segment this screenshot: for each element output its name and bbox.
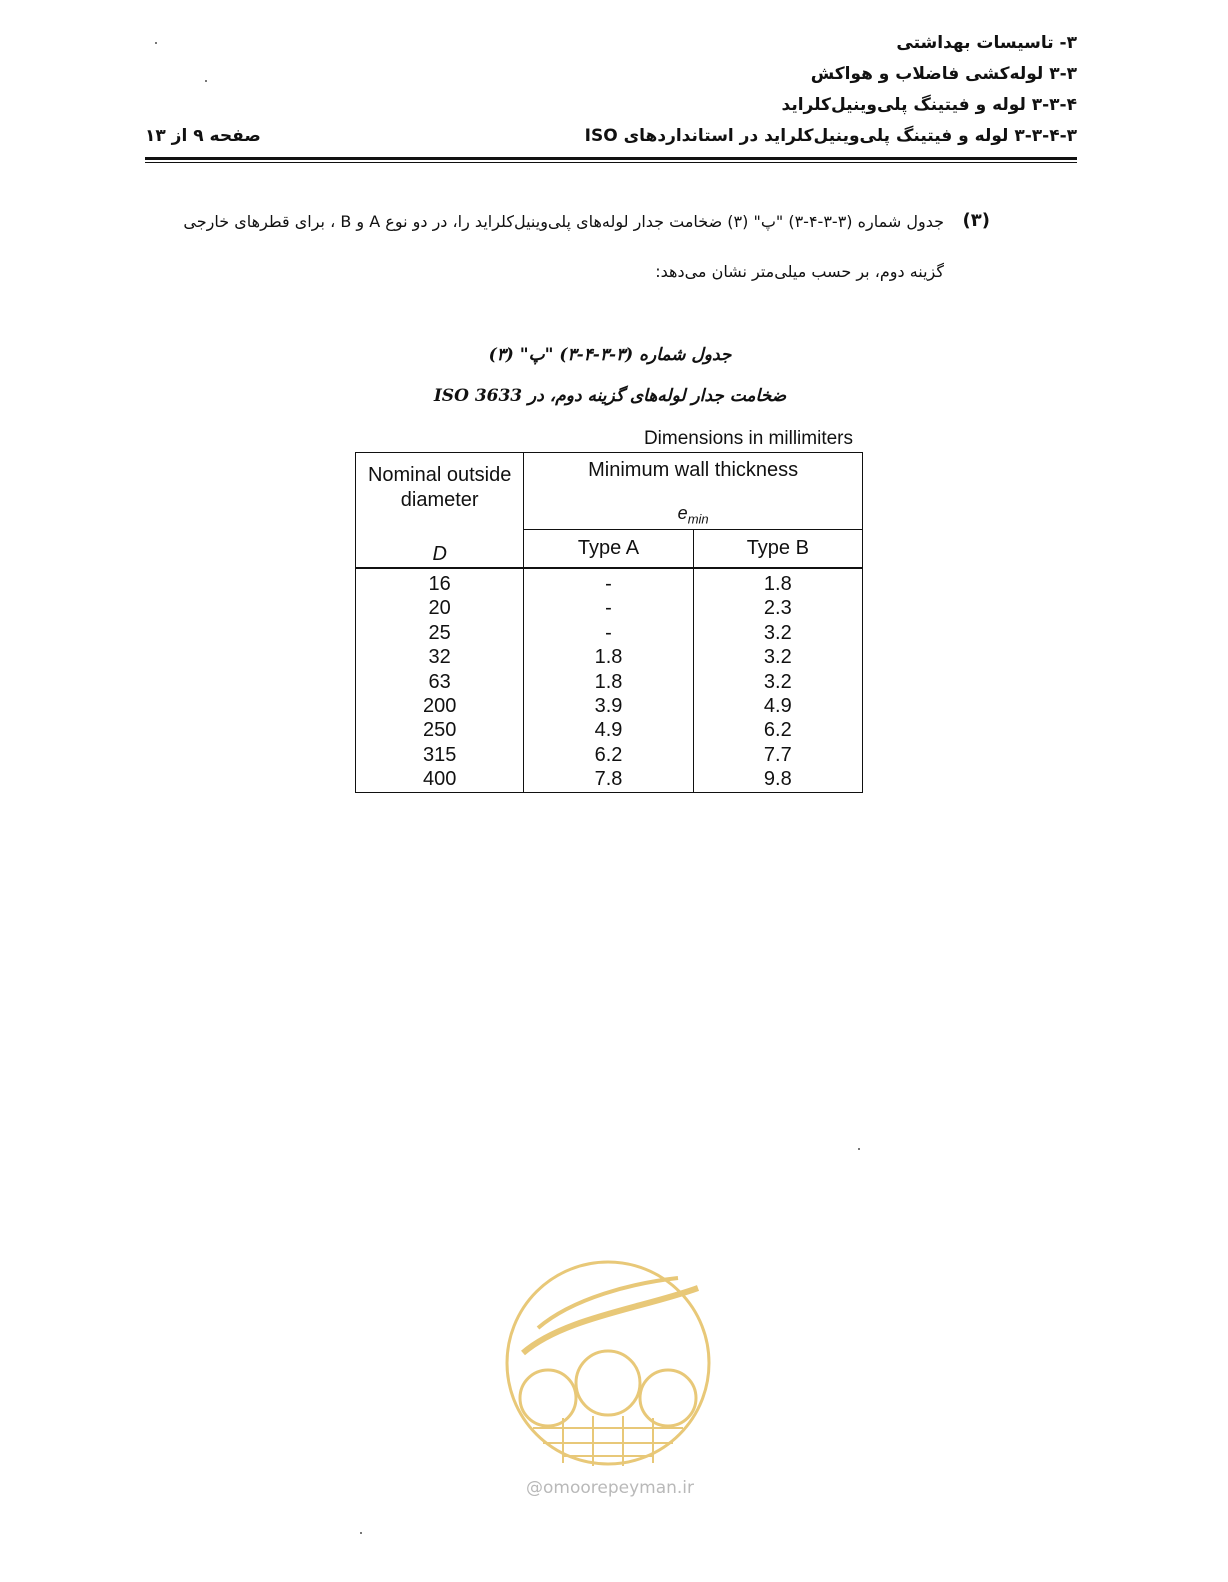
table-cell: 1.8 (693, 568, 862, 596)
table-cell: 25 (356, 621, 524, 645)
table-cell: 3.2 (693, 670, 862, 694)
table-cell: 6.2 (693, 718, 862, 742)
header-topic-row (145, 121, 1077, 152)
table-cell: - (524, 596, 693, 620)
table-cell: 3.2 (693, 621, 862, 645)
scan-speck (360, 1532, 362, 1534)
header-chapter: ۳- تاسیسات بهداشتی (896, 33, 1077, 53)
table-cell: 63 (356, 670, 524, 694)
units-note: Dimensions in millimiters (643, 428, 853, 449)
table-cell: 1.8 (524, 645, 693, 669)
table-cell: 6.2 (524, 743, 693, 767)
table-cell: 1.8 (524, 670, 693, 694)
header-diameter-symbol: D (432, 543, 447, 565)
header-diameter (356, 453, 524, 569)
header-min-wall-symbol: $e_{min}$ (677, 503, 709, 527)
header-topic: ۳-۳-۴-۳ لوله و فیتینگ پلی‌وینیل‌کلراید در استانداردهای ISO (584, 126, 1077, 146)
table-row (356, 596, 863, 620)
table-row (356, 645, 863, 669)
header-min-wall-label: Minimum wall thickness (588, 459, 799, 481)
table-cell: 200 (356, 694, 524, 718)
scan-speck (858, 1148, 860, 1150)
table-cell: 3.9 (524, 694, 693, 718)
table-cell: 9.8 (693, 767, 862, 792)
header-min-wall (524, 453, 863, 530)
header-type-a: Type A (524, 530, 693, 569)
watermark-seal-icon (503, 1258, 713, 1468)
table-cell: 2.3 (693, 596, 862, 620)
scan-speck (155, 42, 157, 44)
table-cell: - (524, 621, 693, 645)
scan-speck (205, 80, 207, 82)
page-number: صفحه ۹ از ۱۳ (145, 126, 261, 146)
table-row (356, 767, 863, 792)
header-divider-thin (145, 162, 1077, 163)
table-cell: 7.8 (524, 767, 693, 792)
table-cell: 400 (356, 767, 524, 792)
header-divider-thick (145, 157, 1077, 160)
header-section: ۳-۳ لوله‌کشی فاضلاب و هواکش (810, 64, 1077, 84)
table-cell: 16 (356, 568, 524, 596)
header-diameter-label: Nominal outside diameter (367, 464, 512, 511)
table-row (356, 694, 863, 718)
table-caption-subtitle: ضخامت جدار لوله‌های گزینه دوم، در ISO 3633 (433, 386, 787, 406)
table-row (356, 670, 863, 694)
header-subsection: ۳-۳-۴ لوله و فیتینگ پلی‌وینیل‌کلراید (781, 95, 1077, 115)
page-header (145, 28, 1077, 152)
paragraph-number: (۳) (962, 210, 990, 231)
table-cell: 250 (356, 718, 524, 742)
table-cell: 4.9 (693, 694, 862, 718)
table-cell: 4.9 (524, 718, 693, 742)
table-cell: 32 (356, 645, 524, 669)
table-cell: 3.2 (693, 645, 862, 669)
table-row (356, 568, 863, 596)
watermark-site: @omoorepeyman.ir (525, 1478, 695, 1498)
table-row (356, 718, 863, 742)
paragraph-line-2: گزینه دوم، بر حسب میلی‌متر نشان می‌دهد: (655, 262, 944, 281)
wall-thickness-table (355, 452, 863, 793)
table-cell: 7.7 (693, 743, 862, 767)
table-cell: - (524, 568, 693, 596)
table-row (356, 743, 863, 767)
table-cell: 20 (356, 596, 524, 620)
table-row (356, 621, 863, 645)
table-cell: 315 (356, 743, 524, 767)
paragraph-line-1: جدول شماره (۳-۳-۴-۳) "پ" (۳) ضخامت جدار لوله‌های پلی‌وینیل‌کلراید را، در دو نوع A و B ، برای قطرهای خارجی (183, 212, 944, 231)
header-type-b: Type B (693, 530, 862, 569)
table-caption-title: جدول شماره (۳-۳-۴-۳) "پ" (۳) (488, 345, 732, 365)
